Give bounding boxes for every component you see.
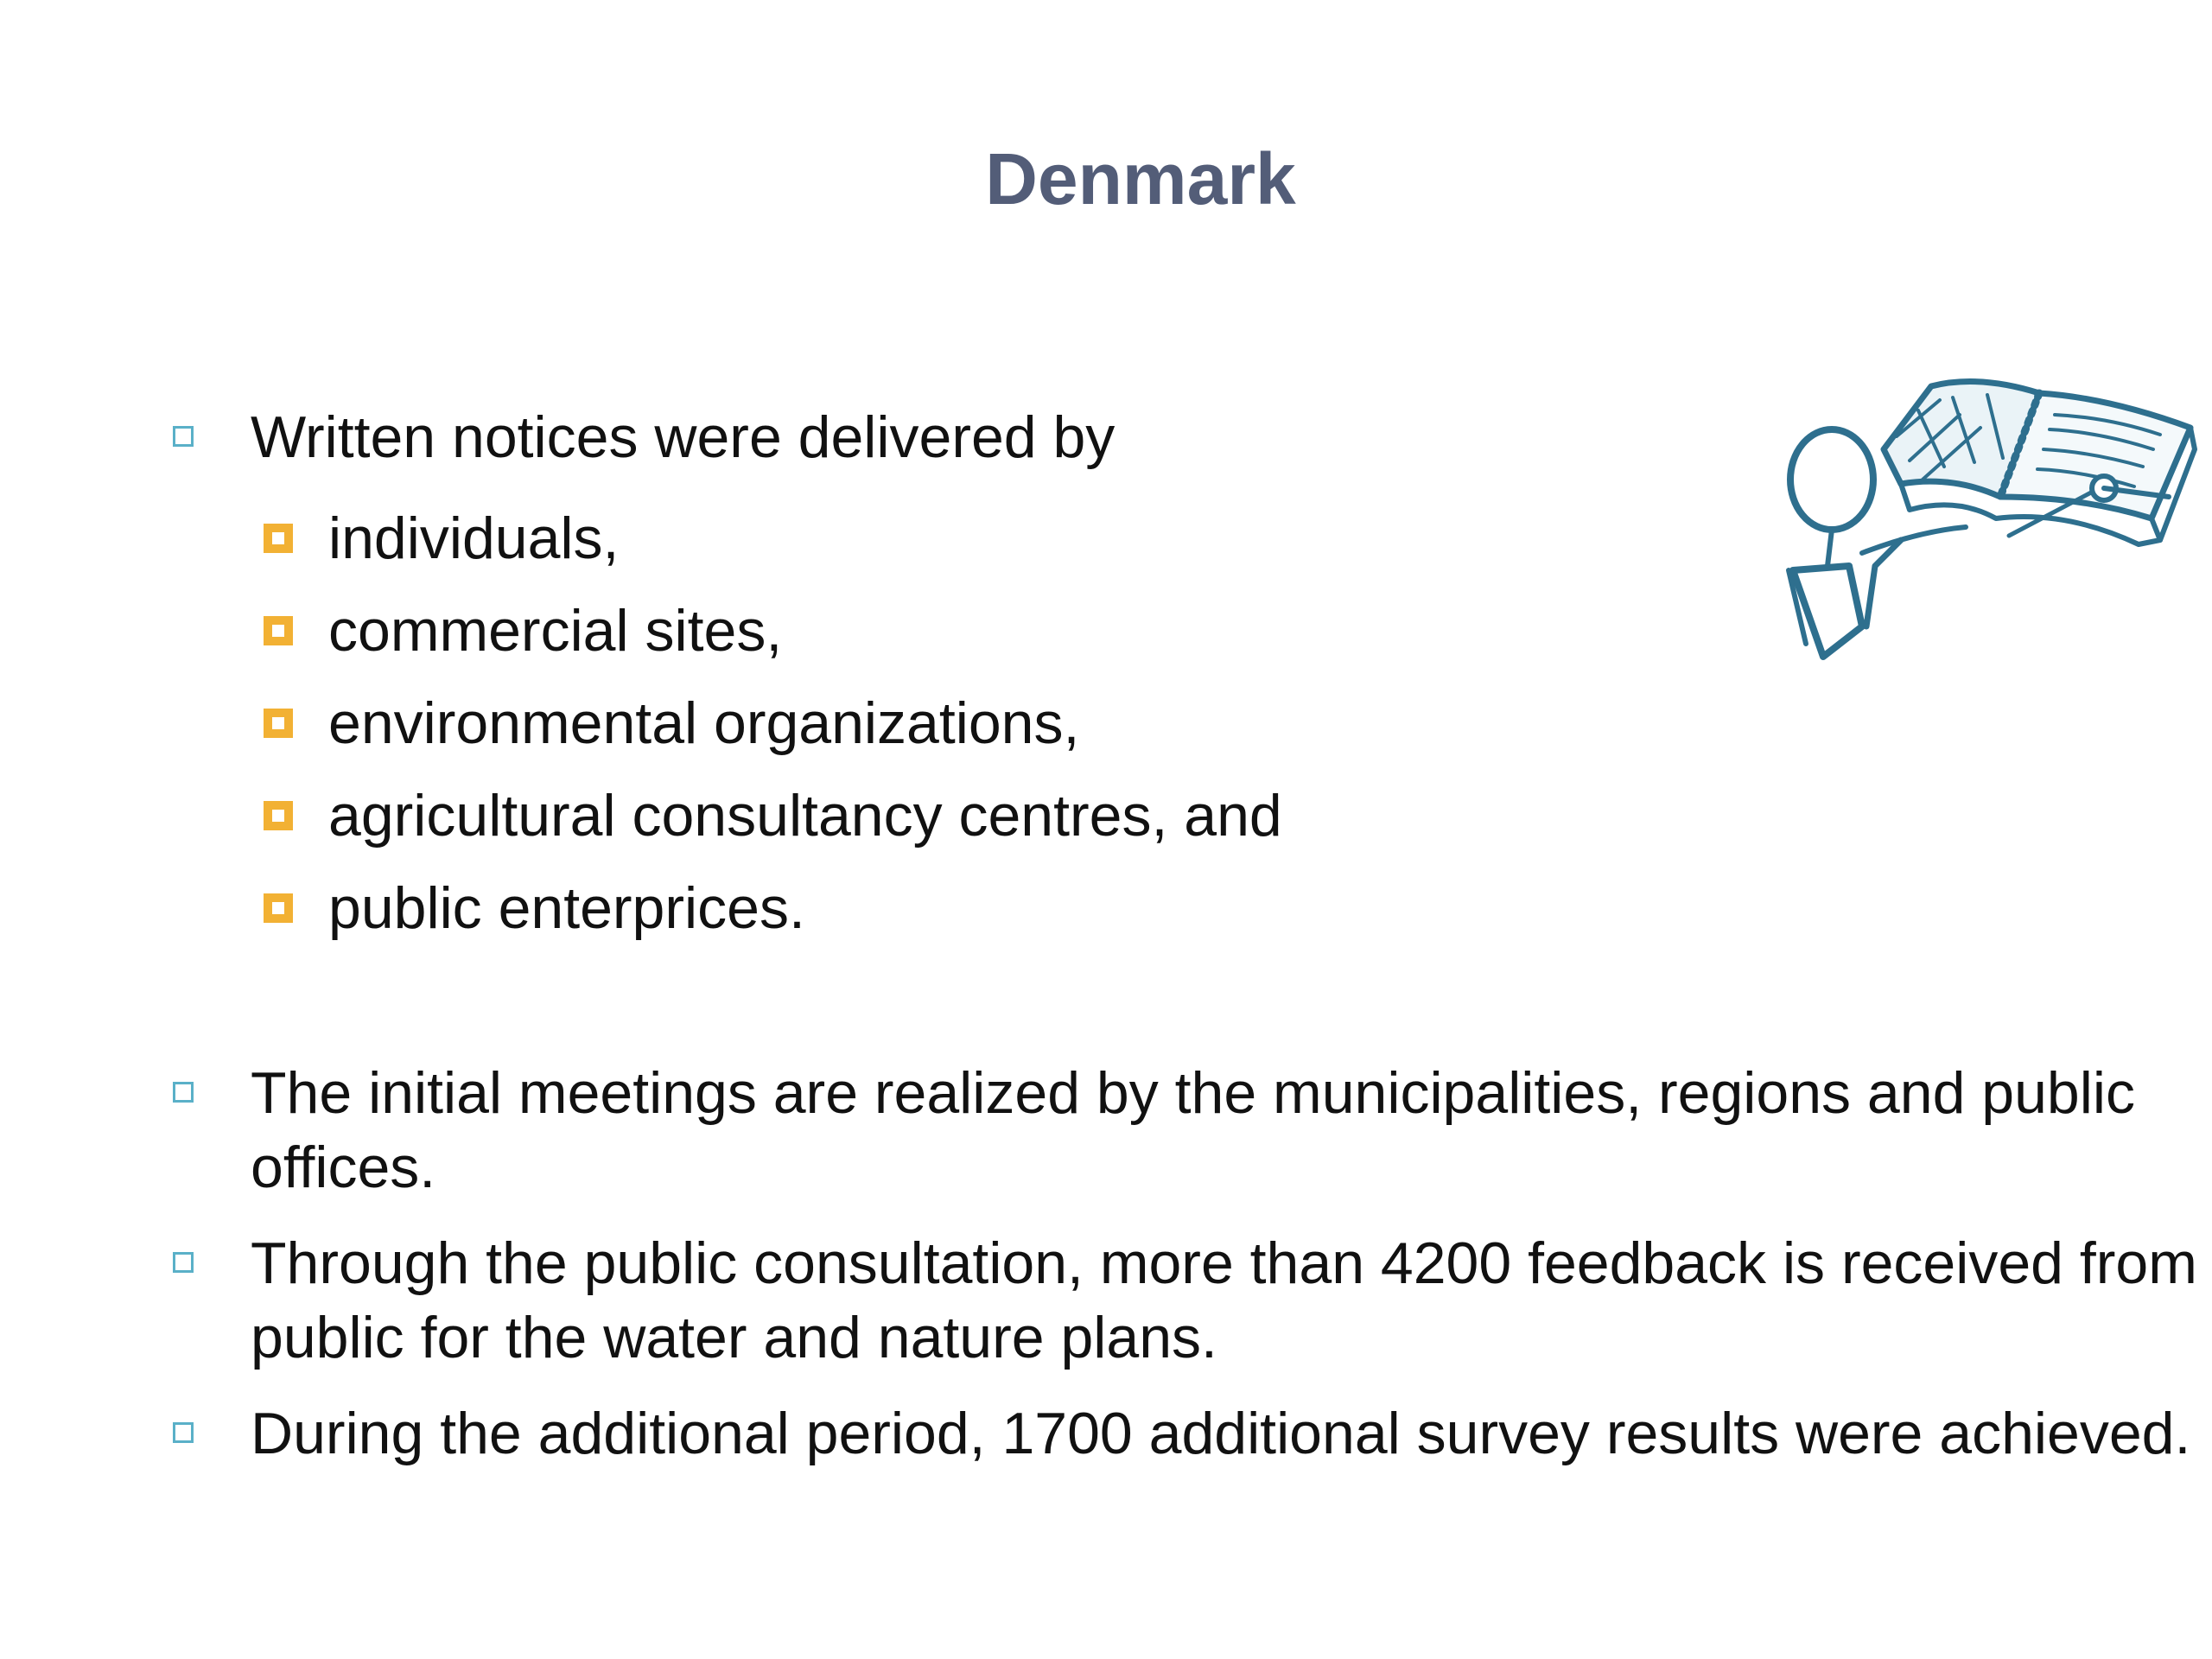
bullet-text: Written notices were delivered by [251,404,1116,470]
bullet-square-icon [173,426,194,447]
sub-bullet-item [264,865,1646,951]
sub-bullet-square-icon [264,893,293,923]
sub-bullet-item [264,588,1646,674]
slide-title: Denmark [985,138,1296,219]
sub-bullet-item [264,772,1646,859]
sub-bullet-square-icon [264,524,293,553]
bullet-square-icon [173,1082,194,1103]
sub-bullet-item [264,495,1646,582]
sub-bullet-text: commercial sites, [328,598,783,664]
sub-bullet-text: individuals, [328,505,620,571]
sub-bullet-square-icon [264,709,293,738]
bullet-item [173,1226,2197,1378]
bullet-item [173,1056,2160,1208]
sub-bullet-square-icon [264,616,293,645]
sub-bullet-square-icon [264,801,293,830]
sub-bullet-text: public enterprices. [328,875,805,941]
bullet-square-icon [173,1422,194,1443]
bullet-text: During the additional period, 1700 additional survey results were achieved. [251,1401,2191,1466]
sub-bullet-text: environmental organizations, [328,690,1080,756]
bullet-text: The initial meetings are realized by the municipalities, regions and public offices. [251,1060,2135,1200]
sub-bullet-item [264,680,1646,766]
person-reading-book-icon [1780,367,2203,739]
sub-bullet-text: agricultural consultancy centres, and [328,783,1282,849]
bullet-item [173,1396,2191,1548]
bullet-square-icon [173,1252,194,1273]
bullet-text: Through the public consultation, more than 4200 feedback is received from public for the water and nature plans. [251,1230,2197,1370]
